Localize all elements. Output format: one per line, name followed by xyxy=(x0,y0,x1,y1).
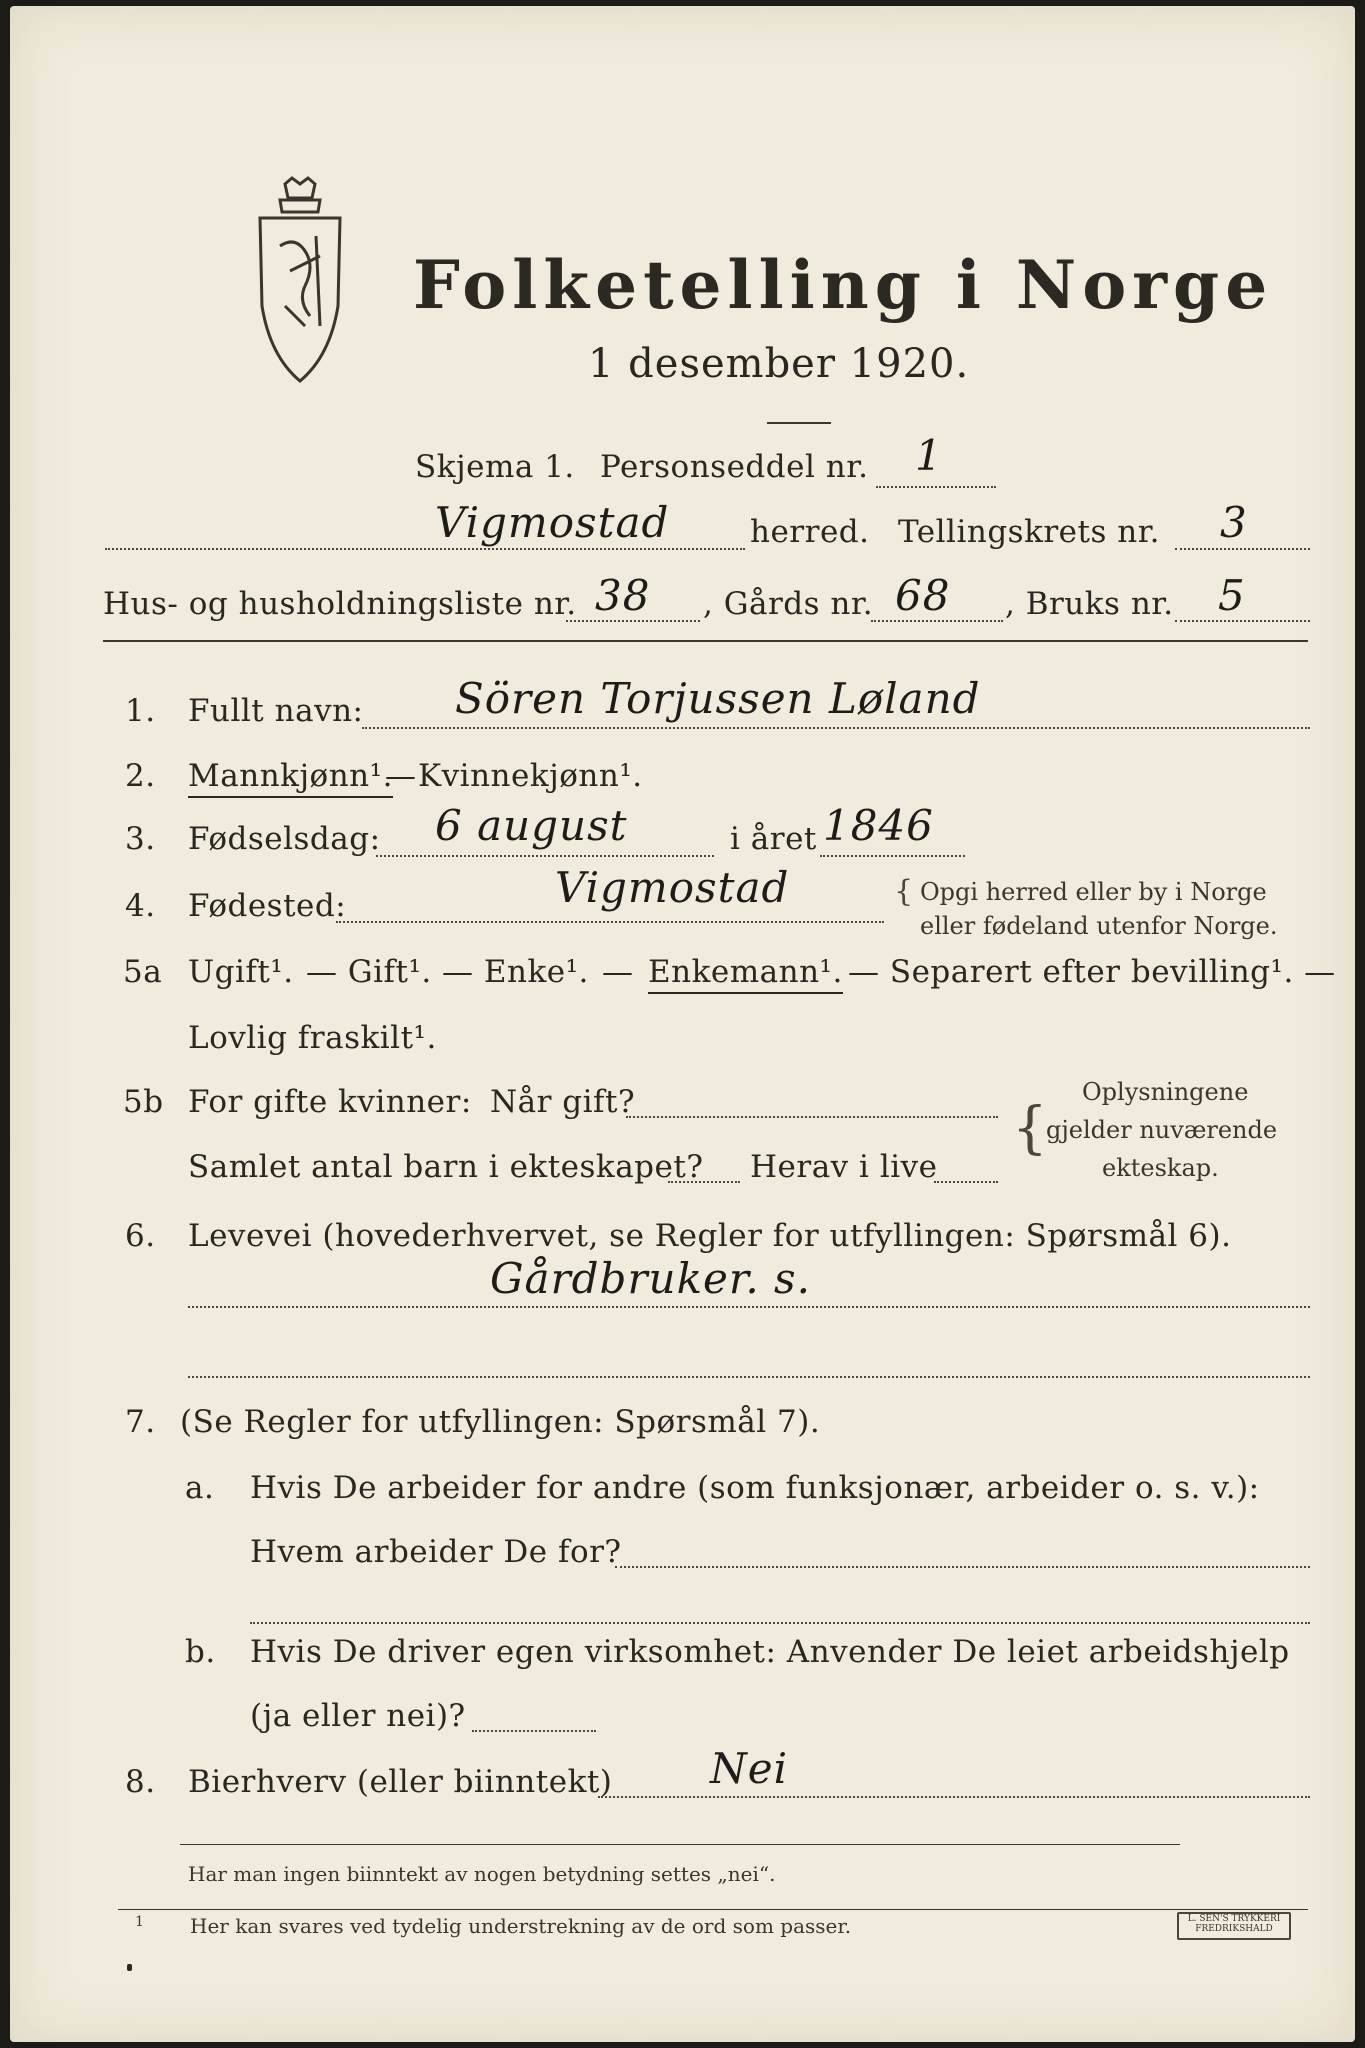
personseddel-field-line xyxy=(876,486,996,488)
q5b-barn-label: Samlet antal barn i ekteskapet? xyxy=(188,1149,704,1185)
personseddel-label: Personseddel nr. xyxy=(600,449,869,485)
q6-label: Levevei (hovederhvervet, se Regler for utfyllingen: Spørsmål 6). xyxy=(188,1218,1232,1254)
bruks-label: , Bruks nr. xyxy=(1005,586,1174,622)
q1-full-name[interactable]: Sören Torjussen Løland xyxy=(455,674,981,723)
gards-value[interactable]: 68 xyxy=(895,571,951,620)
biinntekt-note: Har man ingen biinntekt av nogen betydning settes „nei“. xyxy=(188,1862,776,1886)
q1-number: 1. xyxy=(125,693,156,729)
gards-field-line xyxy=(871,620,1003,622)
tellingskrets-value[interactable]: 3 xyxy=(1220,498,1248,547)
q8-label: Bierhverv (eller biinntekt) xyxy=(188,1764,613,1800)
q7a-field-line2 xyxy=(250,1622,1310,1624)
q6-occupation[interactable]: Gårdbruker. s. xyxy=(490,1254,811,1303)
q3-label: Fødselsdag: xyxy=(188,821,381,857)
q5a-enke-option[interactable]: — Enke¹. xyxy=(442,954,589,990)
q5b-number: 5b xyxy=(123,1084,164,1120)
q8-field-line xyxy=(598,1796,1310,1798)
q8-side-income[interactable]: Nei xyxy=(710,1744,789,1793)
q5b-herav-field-line xyxy=(934,1181,998,1183)
herred-label: herred. xyxy=(750,514,870,550)
q5b-note-line1: Oplysningene xyxy=(1082,1078,1249,1106)
q3-year-field-line xyxy=(820,855,965,857)
bruks-value[interactable]: 5 xyxy=(1218,571,1246,620)
hus-field-line xyxy=(566,620,700,622)
q7-number: 7. xyxy=(125,1404,156,1440)
q5b-herav-label: Herav i live xyxy=(750,1149,938,1185)
q2-separator: — xyxy=(385,758,417,794)
footnote-divider xyxy=(118,1909,1308,1910)
q3-number: 3. xyxy=(125,821,156,857)
q3-year-label: i året xyxy=(730,821,817,857)
q5a-separert-option[interactable]: — Separert efter bevilling¹. — xyxy=(848,954,1336,990)
title-divider xyxy=(767,422,831,424)
q7b-field-line xyxy=(472,1730,596,1732)
q5b-note-brace: { xyxy=(1012,1096,1048,1161)
tellingskrets-field-line xyxy=(1175,548,1310,550)
q5b-naar-gift-label: Når gift? xyxy=(490,1084,636,1120)
q5a-enkemann-option[interactable]: Enkemann¹. xyxy=(648,954,843,994)
form-title: Folketelling i Norge xyxy=(413,246,1274,324)
q4-note-line1: Opgi herred eller by i Norge xyxy=(920,878,1267,906)
herred-field-line xyxy=(105,548,745,550)
q6-number: 6. xyxy=(125,1218,156,1254)
q5a-gift-option[interactable]: — Gift¹. xyxy=(306,954,432,990)
q7b-letter: b. xyxy=(185,1634,216,1670)
q5b-naar-gift-field-line xyxy=(626,1116,998,1118)
q7b-question: (ja eller nei)? xyxy=(250,1698,466,1734)
bruks-field-line xyxy=(1175,620,1310,622)
footnote-number: 1 xyxy=(135,1914,144,1930)
footnote-text: Her kan svares ved tydelig understrekning av de ord som passer. xyxy=(190,1914,852,1938)
census-form-page xyxy=(10,6,1355,2042)
q5b-note-line3: ekteskap. xyxy=(1102,1154,1219,1182)
q4-label: Fødested: xyxy=(188,888,347,924)
gards-label: , Gårds nr. xyxy=(703,586,874,622)
q4-note-brace: { xyxy=(894,874,914,909)
q6-field-line1 xyxy=(188,1306,1310,1308)
q5a-dash: — xyxy=(602,954,634,990)
hus-label: Hus- og husholdningsliste nr. xyxy=(103,586,577,622)
q7a-text: Hvis De arbeider for andre (som funksjonær, arbeider o. s. v.): xyxy=(250,1470,1260,1506)
q4-field-line xyxy=(336,921,884,923)
q5a-ugift-option[interactable]: Ugift¹. xyxy=(188,954,294,990)
q7-label: (Se Regler for utfyllingen: Spørsmål 7). xyxy=(180,1404,821,1440)
q7a-letter: a. xyxy=(185,1470,215,1506)
q8-number: 8. xyxy=(125,1764,156,1800)
q4-note-line2: eller fødeland utenfor Norge. xyxy=(920,912,1278,940)
q6-field-line2 xyxy=(188,1376,1310,1378)
q3-birth-year[interactable]: 1846 xyxy=(823,801,934,850)
q1-field-line xyxy=(362,727,1310,729)
herred-value[interactable]: Vigmostad xyxy=(435,498,670,547)
q7a-question: Hvem arbeider De for? xyxy=(250,1534,622,1570)
q4-number: 4. xyxy=(125,888,156,924)
q8-bottom-divider xyxy=(180,1844,1180,1845)
printer-stamp: L. SEN'S TRYKKERI FREDRIKSHALD xyxy=(1177,1912,1291,1940)
ink-mark xyxy=(127,1964,132,1971)
q5b-barn-field-line xyxy=(668,1181,740,1183)
norwegian-coat-of-arms-icon xyxy=(250,176,350,386)
q2-number: 2. xyxy=(125,758,156,794)
q5a-number: 5a xyxy=(123,954,163,990)
q4-birthplace[interactable]: Vigmostad xyxy=(555,863,790,912)
tellingskrets-label: Tellingskrets nr. xyxy=(898,514,1160,550)
census-date: 1 desember 1920. xyxy=(588,341,970,387)
q2-female-option[interactable]: Kvinnekjønn¹. xyxy=(418,758,643,794)
q5b-note-line2: gjelder nuværende xyxy=(1046,1116,1278,1144)
q5a-fraskilt-option[interactable]: Lovlig fraskilt¹. xyxy=(188,1020,437,1056)
q1-label: Fullt navn: xyxy=(188,693,364,729)
q3-field-line xyxy=(376,855,714,857)
q7b-text: Hvis De driver egen virksomhet: Anvender De leiet arbeidshjelp xyxy=(250,1634,1290,1670)
hus-value[interactable]: 38 xyxy=(595,571,651,620)
personseddel-value[interactable]: 1 xyxy=(915,431,943,480)
q7a-field-line1 xyxy=(615,1566,1310,1568)
q3-birthday[interactable]: 6 august xyxy=(435,801,628,850)
header-divider xyxy=(103,640,1308,642)
q2-male-option[interactable]: Mannkjønn¹. xyxy=(188,758,393,798)
q5b-label: For gifte kvinner: xyxy=(188,1084,472,1120)
schema-label: Skjema 1. xyxy=(415,449,575,485)
